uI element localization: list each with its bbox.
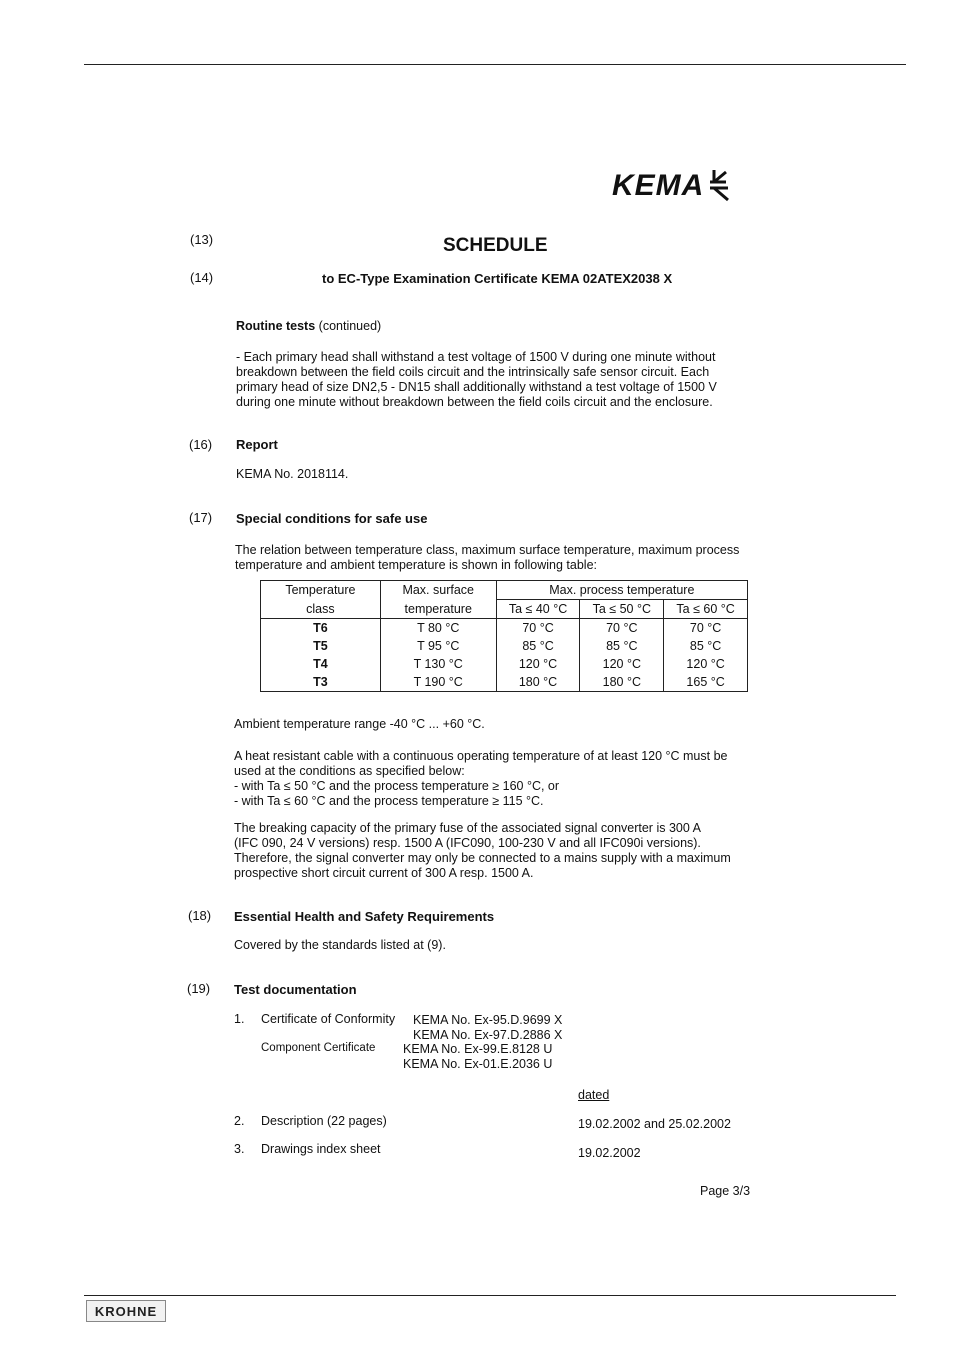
section-number-16: (16) (189, 437, 213, 452)
table-row (261, 655, 748, 673)
footer-rule (84, 1295, 896, 1296)
cert-value: KEMA No. Ex-99.E.8128 U (403, 1042, 553, 1056)
table-cell: T6 (261, 619, 381, 638)
header-cell-surface: Max. surface (380, 581, 496, 600)
table-cell: 180 °C (580, 673, 664, 692)
table-row (261, 619, 748, 638)
dated-label: dated (578, 1088, 610, 1102)
component-cert-label: Component Certificate (261, 1042, 376, 1054)
section-number-13: (13) (190, 232, 214, 247)
description-label: Description (22 pages) (261, 1114, 387, 1128)
kema-logo (612, 168, 736, 204)
report-number: KEMA No. 2018114. (236, 467, 349, 481)
table-cell: 85 °C (580, 637, 664, 655)
table-cell: T 130 °C (380, 655, 496, 673)
special-conditions-heading: Special conditions for safe use (236, 511, 428, 526)
header-cell-surface-2: temperature (380, 600, 496, 619)
header-rule (84, 64, 906, 65)
temperature-intro (235, 543, 775, 573)
paragraph-line: (IFC 090, 24 V versions) resp. 1500 A (IFC090, 100-230 V and all IFC090i versions). (234, 836, 701, 850)
paragraph-line: primary head of size DN2,5 - DN15 shall additionally withstand a test voltage of 1500 V (236, 380, 717, 394)
header-cell-ta40: Ta ≤ 40 °C (496, 600, 580, 619)
paragraph-line: The relation between temperature class, maximum surface temperature, maximum process (235, 543, 740, 557)
item-number: 1. (234, 1012, 245, 1026)
table-row (261, 673, 748, 692)
kema-logo-text: KEMA (612, 169, 705, 202)
table-cell: 70 °C (664, 619, 748, 638)
table-cell: 70 °C (580, 619, 664, 638)
cert-value: KEMA No. Ex-97.D.2886 X (413, 1028, 563, 1042)
test-documentation-heading: Test documentation (234, 982, 357, 997)
header-cell-class: Temperature (261, 581, 381, 600)
table-row (261, 637, 748, 655)
table-cell: 120 °C (580, 655, 664, 673)
routine-tests-title: Routine tests (236, 319, 316, 333)
paragraph-line: The breaking capacity of the primary fuse of the associated signal converter is 300 A (234, 821, 701, 835)
paragraph-line: prospective short circuit current of 300 A resp. 1500 A. (234, 866, 534, 880)
krohne-logo: KROHNE (86, 1300, 166, 1322)
kema-lightning-icon (706, 168, 736, 204)
paragraph-line: A heat resistant cable with a continuous operating temperature of at least 120 °C must be (234, 749, 728, 763)
health-safety-heading: Essential Health and Safety Requirements (234, 909, 495, 924)
cable-paragraph (234, 749, 774, 809)
cert-conformity-values (413, 1013, 562, 1043)
ambient-range: Ambient temperature range -40 °C ... +60 °C. (234, 717, 485, 731)
cert-conformity-label: Certificate of Conformity (261, 1012, 396, 1026)
temperature-table (260, 580, 748, 692)
table-cell: T 190 °C (380, 673, 496, 692)
paragraph-line: temperature and ambient temperature is shown in following table: (235, 558, 598, 572)
paragraph-line: breakdown between the field coils circuit and the intrinsically safe sensor circuit. Each (236, 365, 710, 379)
fuse-paragraph (234, 821, 774, 881)
section-number-14: (14) (190, 270, 214, 285)
report-heading: Report (236, 437, 278, 452)
paragraph-line: Therefore, the signal converter may only be connected to a mains supply with a maximum (234, 851, 731, 865)
section-number-19: (19) (187, 981, 211, 996)
routine-tests-heading (236, 319, 381, 333)
paragraph-line: - with Ta ≤ 60 °C and the process temperature ≥ 115 °C. (234, 794, 544, 808)
health-safety-text: Covered by the standards listed at (9). (234, 938, 446, 952)
table-cell: 85 °C (664, 637, 748, 655)
cert-value: KEMA No. Ex-01.E.2036 U (403, 1057, 553, 1071)
page-number: Page 3/3 (700, 1184, 751, 1198)
component-cert-values (403, 1042, 552, 1072)
item-number: 2. (234, 1114, 245, 1128)
table-cell: 165 °C (664, 673, 748, 692)
header-cell-ta50: Ta ≤ 50 °C (580, 600, 664, 619)
header-cell-ta60: Ta ≤ 60 °C (664, 600, 748, 619)
table-cell: 70 °C (496, 619, 580, 638)
paragraph-line: used at the conditions as specified below: (234, 764, 465, 778)
drawings-date: 19.02.2002 (578, 1146, 641, 1160)
header-cell-process: Max. process temperature (496, 581, 747, 600)
page-title: SCHEDULE (443, 235, 548, 256)
table-cell: T4 (261, 655, 381, 673)
paragraph-line: during one minute without breakdown between the field coils circuit and the enclosure. (236, 395, 713, 409)
paragraph-line: - Each primary head shall withstand a test voltage of 1500 V during one minute without (236, 350, 716, 364)
table-cell: T 95 °C (380, 637, 496, 655)
table-cell: T5 (261, 637, 381, 655)
description-date: 19.02.2002 and 25.02.2002 (578, 1117, 731, 1131)
section-number-17: (17) (189, 510, 213, 525)
table-cell: 180 °C (496, 673, 580, 692)
table-cell: 85 °C (496, 637, 580, 655)
cert-value: KEMA No. Ex-95.D.9699 X (413, 1013, 563, 1027)
paragraph-line: - with Ta ≤ 50 °C and the process temperature ≥ 160 °C, or (234, 779, 560, 793)
table-cell: T3 (261, 673, 381, 692)
routine-tests-paragraph (236, 350, 776, 410)
routine-tests-suffix: (continued) (315, 319, 382, 333)
table-cell: 120 °C (664, 655, 748, 673)
table-cell: T 80 °C (380, 619, 496, 638)
certificate-subtitle: to EC-Type Examination Certificate KEMA 02ATEX2038 X (322, 271, 673, 286)
header-cell-class-2: class (261, 600, 381, 619)
table-cell: 120 °C (496, 655, 580, 673)
drawings-label: Drawings index sheet (261, 1142, 381, 1156)
item-number: 3. (234, 1142, 245, 1156)
section-number-18: (18) (188, 908, 212, 923)
